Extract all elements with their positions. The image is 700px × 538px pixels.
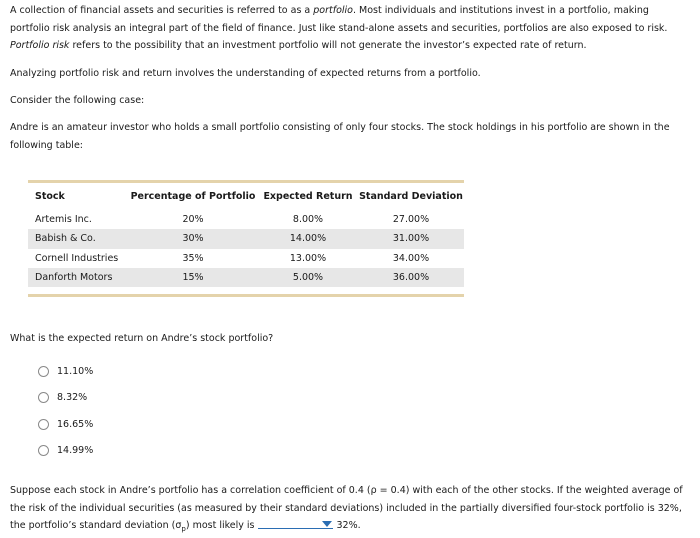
table-row: [28, 229, 464, 248]
option-item[interactable]: [38, 415, 93, 433]
cell-standard-deviation: 36.00%: [358, 268, 464, 287]
case-paragraph: Andre is an amateur investor who holds a small portfolio consisting of only four stocks. The stock holdings in his portfolio are shown in the following table:: [10, 122, 670, 151]
table-row: [28, 268, 464, 287]
table-header-row: [28, 183, 464, 210]
cell-stock: Artemis Inc.: [35, 214, 92, 226]
header-stock: Stock: [35, 191, 65, 202]
cell-standard-deviation: 34.00%: [392, 252, 430, 264]
option-item[interactable]: [38, 362, 93, 380]
header-expected-return: Expected Return: [263, 191, 353, 202]
header-percentage: Percentage of Portfolio: [130, 191, 256, 202]
suppose-paragraph: Suppose each stock in Andre’s portfolio has a correlation coefficient of 0.4 (ρ = 0.4) with each of the other stocks. If the weighted average of the risk of the individual securities (as measured by their standard deviations) included in the partially diversified four-stock portfolio is 32%, the portfolio’s standard deviation $(\sigma_p)$ most likely is 32%.: [10, 485, 683, 533]
option-label: 11.10%: [57, 365, 94, 377]
intro-paragraph: A collection of financial assets and securities is referred to as a portfolio. Most individuals and institutions invest in a portfolio, making portfolio risk analysis an integral part of the field of finance. Just like stand-alone assets and securities, portfolios are also exposed to risk. Portfolio risk refers to the possibility that an investment portfolio will not generate the investor’s expected rate of return.: [10, 5, 668, 51]
option-item[interactable]: [38, 441, 93, 459]
table-row: [28, 249, 464, 268]
radio-button[interactable]: [38, 445, 49, 456]
sigma-comparison-dropdown[interactable]: [258, 518, 333, 529]
header-standard-deviation: Standard Deviation: [359, 191, 463, 202]
option-label: 8.32%: [57, 391, 88, 403]
cell-expected-return: 8.00%: [292, 214, 324, 226]
analyze-paragraph: Analyzing portfolio risk and return involves the understanding of expected returns from a portfolio.: [10, 68, 481, 79]
term-portfolio-risk: Portfolio risk: [10, 40, 70, 51]
table-row: [28, 210, 464, 229]
radio-button[interactable]: [38, 419, 49, 430]
cell-expected-return: 13.00%: [289, 252, 327, 264]
option-item[interactable]: [38, 388, 87, 406]
term-portfolio: portfolio: [313, 5, 353, 16]
cell-stock: Cornell Industries: [35, 252, 119, 264]
table-bottom-rule: [28, 294, 464, 297]
cell-percentage: 35%: [182, 252, 204, 264]
option-label: 16.65%: [57, 418, 94, 430]
cell-standard-deviation: 27.00%: [392, 214, 430, 226]
radio-button[interactable]: [38, 392, 49, 403]
cell-expected-return: 5.00%: [258, 268, 358, 287]
radio-button[interactable]: [38, 366, 49, 377]
portfolio-table: [28, 180, 464, 297]
consider-paragraph: Consider the following case:: [10, 95, 145, 106]
cell-standard-deviation: 31.00%: [358, 229, 464, 248]
cell-expected-return: 14.00%: [258, 229, 358, 248]
cell-stock: Babish & Co.: [28, 229, 128, 248]
chevron-down-icon: [322, 521, 332, 527]
option-label: 14.99%: [57, 444, 94, 456]
cell-stock: Danforth Motors: [28, 268, 128, 287]
cell-percentage: 15%: [128, 268, 258, 287]
question-text: What is the expected return on Andre’s stock portfolio?: [10, 333, 274, 344]
cell-percentage: 30%: [128, 229, 258, 248]
cell-percentage: 20%: [182, 214, 204, 226]
